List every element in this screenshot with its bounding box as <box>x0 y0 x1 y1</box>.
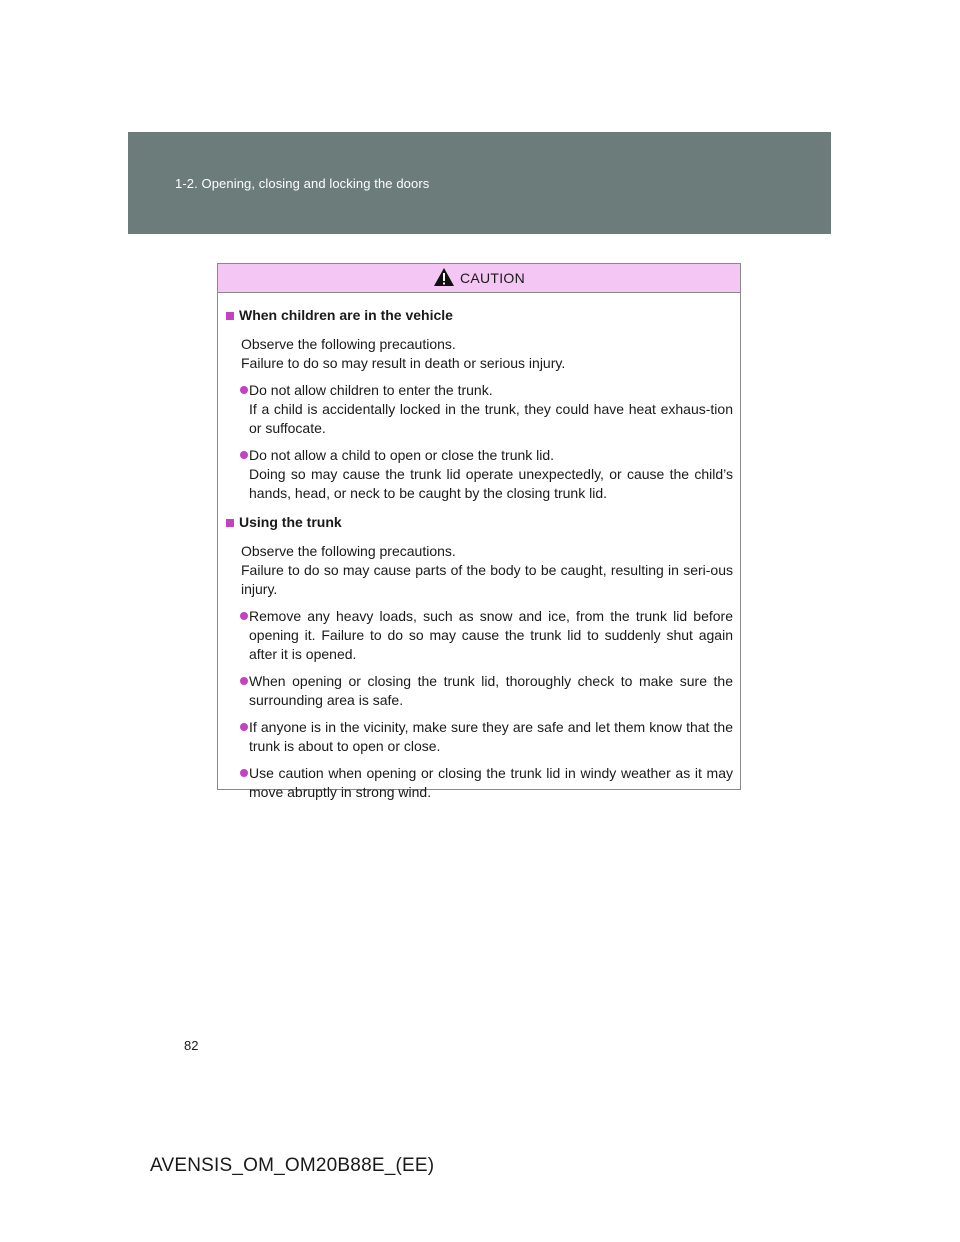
page-number: 82 <box>184 1038 199 1053</box>
caution-section-trunk <box>225 513 733 802</box>
round-bullet-icon <box>240 612 248 620</box>
list-item: If anyone is in the vicinity, make sure they are safe and let them know that the trunk is about to open or close. <box>225 718 733 756</box>
intro-paragraph: Observe the following precautions. Failure to do so may result in death or serious injury. <box>241 336 566 371</box>
caution-header <box>218 264 740 293</box>
list-item: Do not allow children to enter the trunk. If a child is accidentally locked in the trunk, they could have heat exhaus-tion or suffocate. <box>225 381 733 438</box>
warning-triangle-icon <box>433 267 455 287</box>
section-heading: When children are in the vehicle <box>225 306 733 325</box>
intro-paragraph: Observe the following precautions. Failure to do so may cause parts of the body to be caught, resulting in seri-ous injury. <box>241 543 733 597</box>
document-code: AVENSIS_OM_OM20B88E_(EE) <box>150 1155 435 1176</box>
list-item: Use caution when opening or closing the trunk lid in windy weather as it may move abruptly in strong wind. <box>225 764 733 802</box>
list-item: When opening or closing the trunk lid, thoroughly check to make sure the surrounding area is safe. <box>225 672 733 710</box>
round-bullet-icon <box>240 451 248 459</box>
caution-title: CAUTION <box>459 270 526 286</box>
caution-box <box>217 263 741 800</box>
list-item: Remove any heavy loads, such as snow and ice, from the trunk lid before opening it. Failure to do so may cause the trunk lid to suddenly shut again after it is opened. <box>225 607 733 664</box>
section-title: 1-2. Opening, closing and locking the doors <box>175 176 430 191</box>
round-bullet-icon <box>240 769 248 777</box>
round-bullet-icon <box>240 386 248 394</box>
caution-section-children <box>225 306 733 503</box>
square-bullet-icon <box>226 312 234 320</box>
section-heading: Using the trunk <box>225 513 733 532</box>
round-bullet-icon <box>240 723 248 731</box>
section-header <box>128 132 831 234</box>
square-bullet-icon <box>226 519 234 527</box>
caution-body <box>218 293 740 802</box>
list-item: Do not allow a child to open or close the trunk lid. Doing so may cause the trunk lid operate unexpectedly, or cause the child’s hands, head, or neck to be caught by the closing trunk lid. <box>225 446 733 503</box>
round-bullet-icon <box>240 677 248 685</box>
